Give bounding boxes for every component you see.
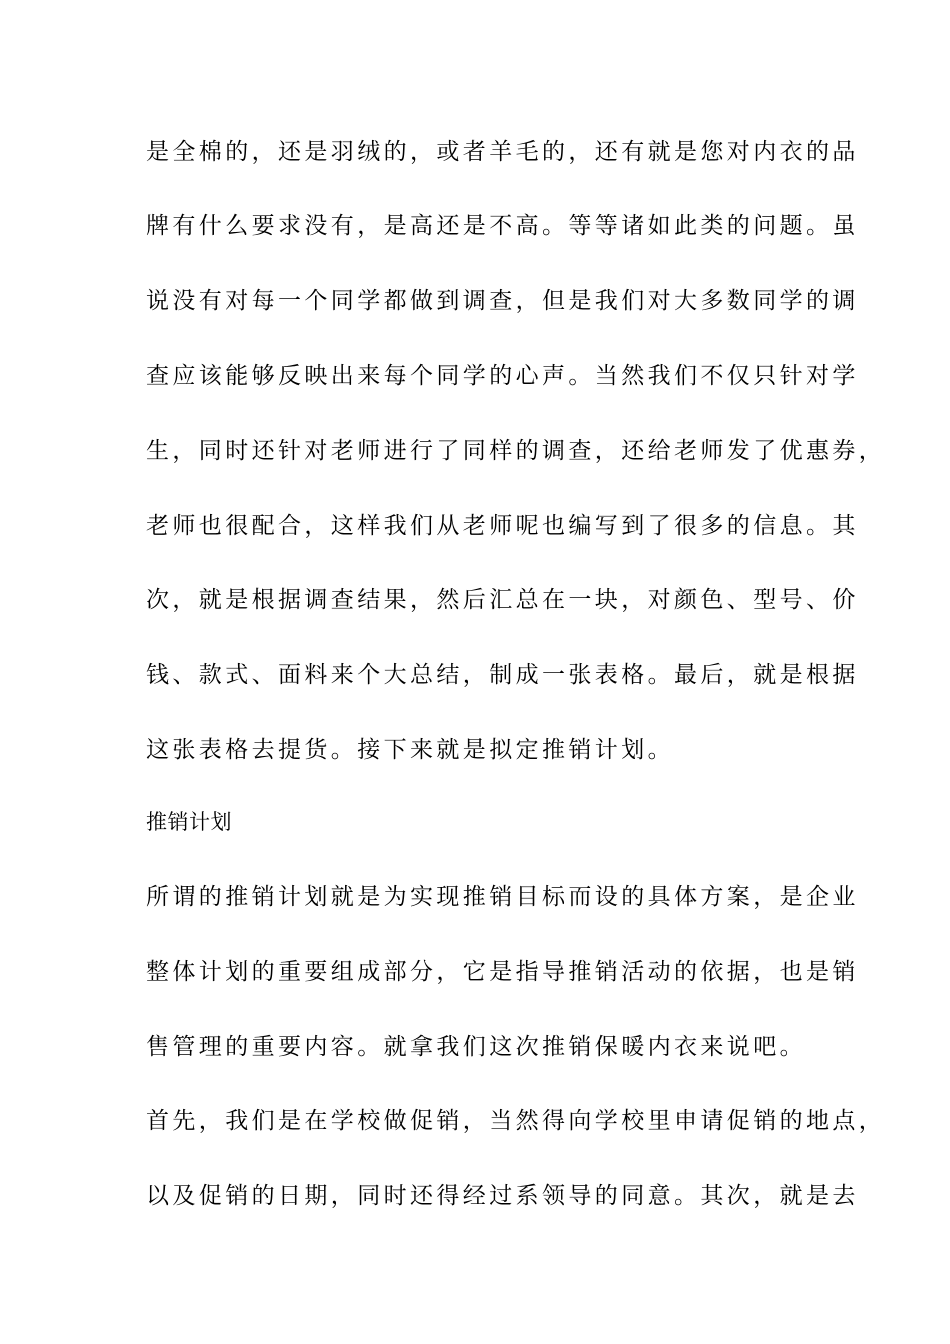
paragraph-line: 以及促销的日期，同时还得经过系领导的同意。其次，就是去 [146,1183,859,1209]
paragraph-line: 售管理的重要内容。就拿我们这次推销保暖内衣来说吧。 [146,1034,806,1060]
paragraph-line: 说没有对每一个同学都做到调查，但是我们对大多数同学的调 [146,288,859,314]
paragraph-line: 查应该能够反映出来每个同学的心声。当然我们不仅只针对学 [146,363,859,389]
paragraph-line: 首先，我们是在学校做促销，当然得向学校里申请促销的地点， [146,1108,886,1134]
paragraph-line: 牌有什么要求没有，是高还是不高。等等诸如此类的问题。虽 [146,213,859,239]
paragraph-line: 次，就是根据调查结果，然后汇总在一块，对颜色、型号、价 [146,587,859,613]
paragraph-line: 是全棉的，还是羽绒的，或者羊毛的，还有就是您对内衣的品 [146,139,859,165]
paragraph-line: 生，同时还针对老师进行了同样的调查，还给老师发了优惠券， [146,438,886,464]
paragraph-line: 钱、款式、面料来个大总结，制成一张表格。最后，就是根据 [146,662,859,688]
paragraph-line: 老师也很配合，这样我们从老师呢也编写到了很多的信息。其 [146,513,859,539]
paragraph-line: 所谓的推销计划就是为实现推销目标而设的具体方案，是企业 [146,884,859,910]
section-heading: 推销计划 [146,810,232,834]
paragraph-line: 这张表格去提货。接下来就是拟定推销计划。 [146,737,674,763]
paragraph-line: 整体计划的重要组成部分，它是指导推销活动的依据，也是销 [146,959,859,985]
